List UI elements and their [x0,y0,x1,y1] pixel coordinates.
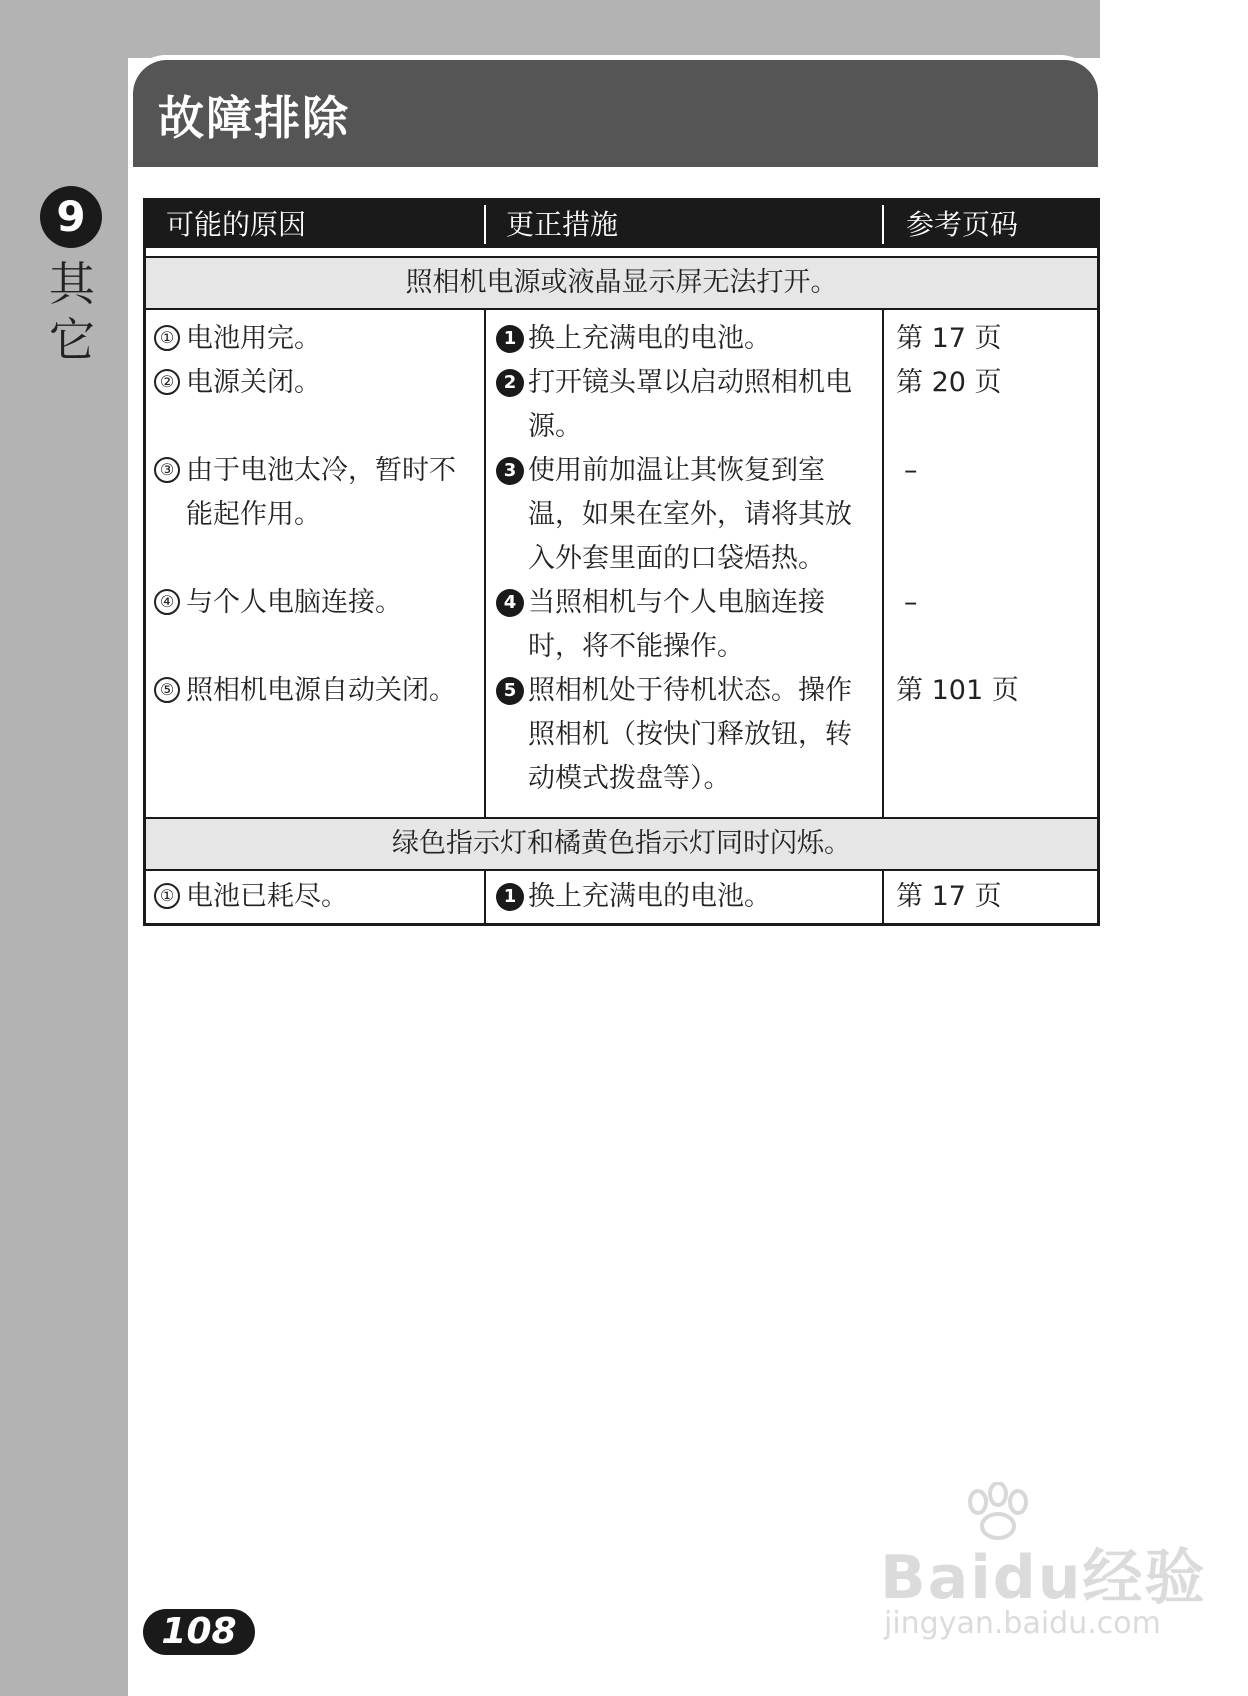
table-row [152,875,472,919]
list-item [152,317,472,361]
list-item [152,581,472,625]
reference-page: 第 101 页 [896,675,1019,706]
cause-text: 电源关闭。 [186,367,321,398]
cause-text: 由于电池太冷，暂时不能起作用。 [186,455,456,530]
table-row [494,317,874,801]
list-item [494,875,874,919]
column-divider [882,871,884,923]
reference-page: 第 20 页 [896,367,1002,398]
filled-number-marker: 4 [496,589,524,617]
header-remedy: 更正措施 [506,208,619,241]
column-divider [484,310,486,819]
chapter-number-badge: 9 [40,186,102,248]
reference-page: – [904,587,918,618]
circled-number-marker: ① [154,325,180,351]
list-item [494,581,874,669]
list-item [152,669,472,713]
circled-number-marker: ③ [154,457,180,483]
table-row [152,317,472,713]
remedy-text: 换上充满电的电池。 [528,323,771,354]
column-divider [484,871,486,923]
reference-page: 第 17 页 [896,323,1002,354]
filled-number-marker: 1 [496,883,524,911]
remedy-text: 打开镜头罩以启动照相机电源。 [528,367,852,442]
chapter-name: 其它 [49,257,95,367]
left-margin-band [0,0,128,1696]
reference-page: – [904,455,918,486]
watermark-brand: Baidu经验 [880,1543,1207,1613]
table-row [896,875,1091,919]
list-item [152,361,472,405]
table-row [896,317,1091,713]
circled-number-marker: ⑤ [154,677,180,703]
remedy-text: 使用前加温让其恢复到室温，如果在室外，请将其放入外套里面的口袋焐热。 [528,455,852,574]
troubleshooting-table [143,198,1100,926]
remedy-text: 照相机处于待机状态。操作照相机（按快门释放钮，转动模式拨盘等）。 [528,675,852,794]
page-title: 故障排除 [158,91,350,145]
section-heading: 照相机电源或液晶显示屏无法打开。 [146,258,1097,310]
reference-page: 第 17 页 [896,881,1002,912]
circled-number-marker: ② [154,369,180,395]
cause-text: 照相机电源自动关闭。 [186,675,456,706]
top-margin-band [0,0,1100,58]
list-item [494,317,874,361]
list-item [152,449,472,537]
watermark-url: jingyan.baidu.com [884,1606,1161,1641]
circled-number-marker: ④ [154,589,180,615]
remedy-text: 当照相机与个人电脑连接时，将不能操作。 [528,587,825,662]
column-divider [882,310,884,819]
filled-number-marker: 5 [496,677,524,705]
cause-text: 与个人电脑连接。 [186,587,402,618]
cause-text: 电池已耗尽。 [186,881,348,912]
filled-number-marker: 3 [496,457,524,485]
table-row [494,875,874,919]
list-item [494,361,874,449]
remedy-text: 换上充满电的电池。 [528,881,771,912]
header-cause: 可能的原因 [166,208,307,241]
list-item [494,449,874,581]
table-header [146,201,1097,248]
filled-number-marker: 1 [496,325,524,353]
list-item [494,669,874,801]
circled-number-marker: ① [154,883,180,909]
header-reference: 参考页码 [906,208,1019,241]
list-item [152,875,472,919]
page-number: 108 [143,1609,255,1655]
filled-number-marker: 2 [496,369,524,397]
section-heading: 绿色指示灯和橘黄色指示灯同时闪烁。 [146,819,1097,871]
cause-text: 电池用完。 [186,323,321,354]
